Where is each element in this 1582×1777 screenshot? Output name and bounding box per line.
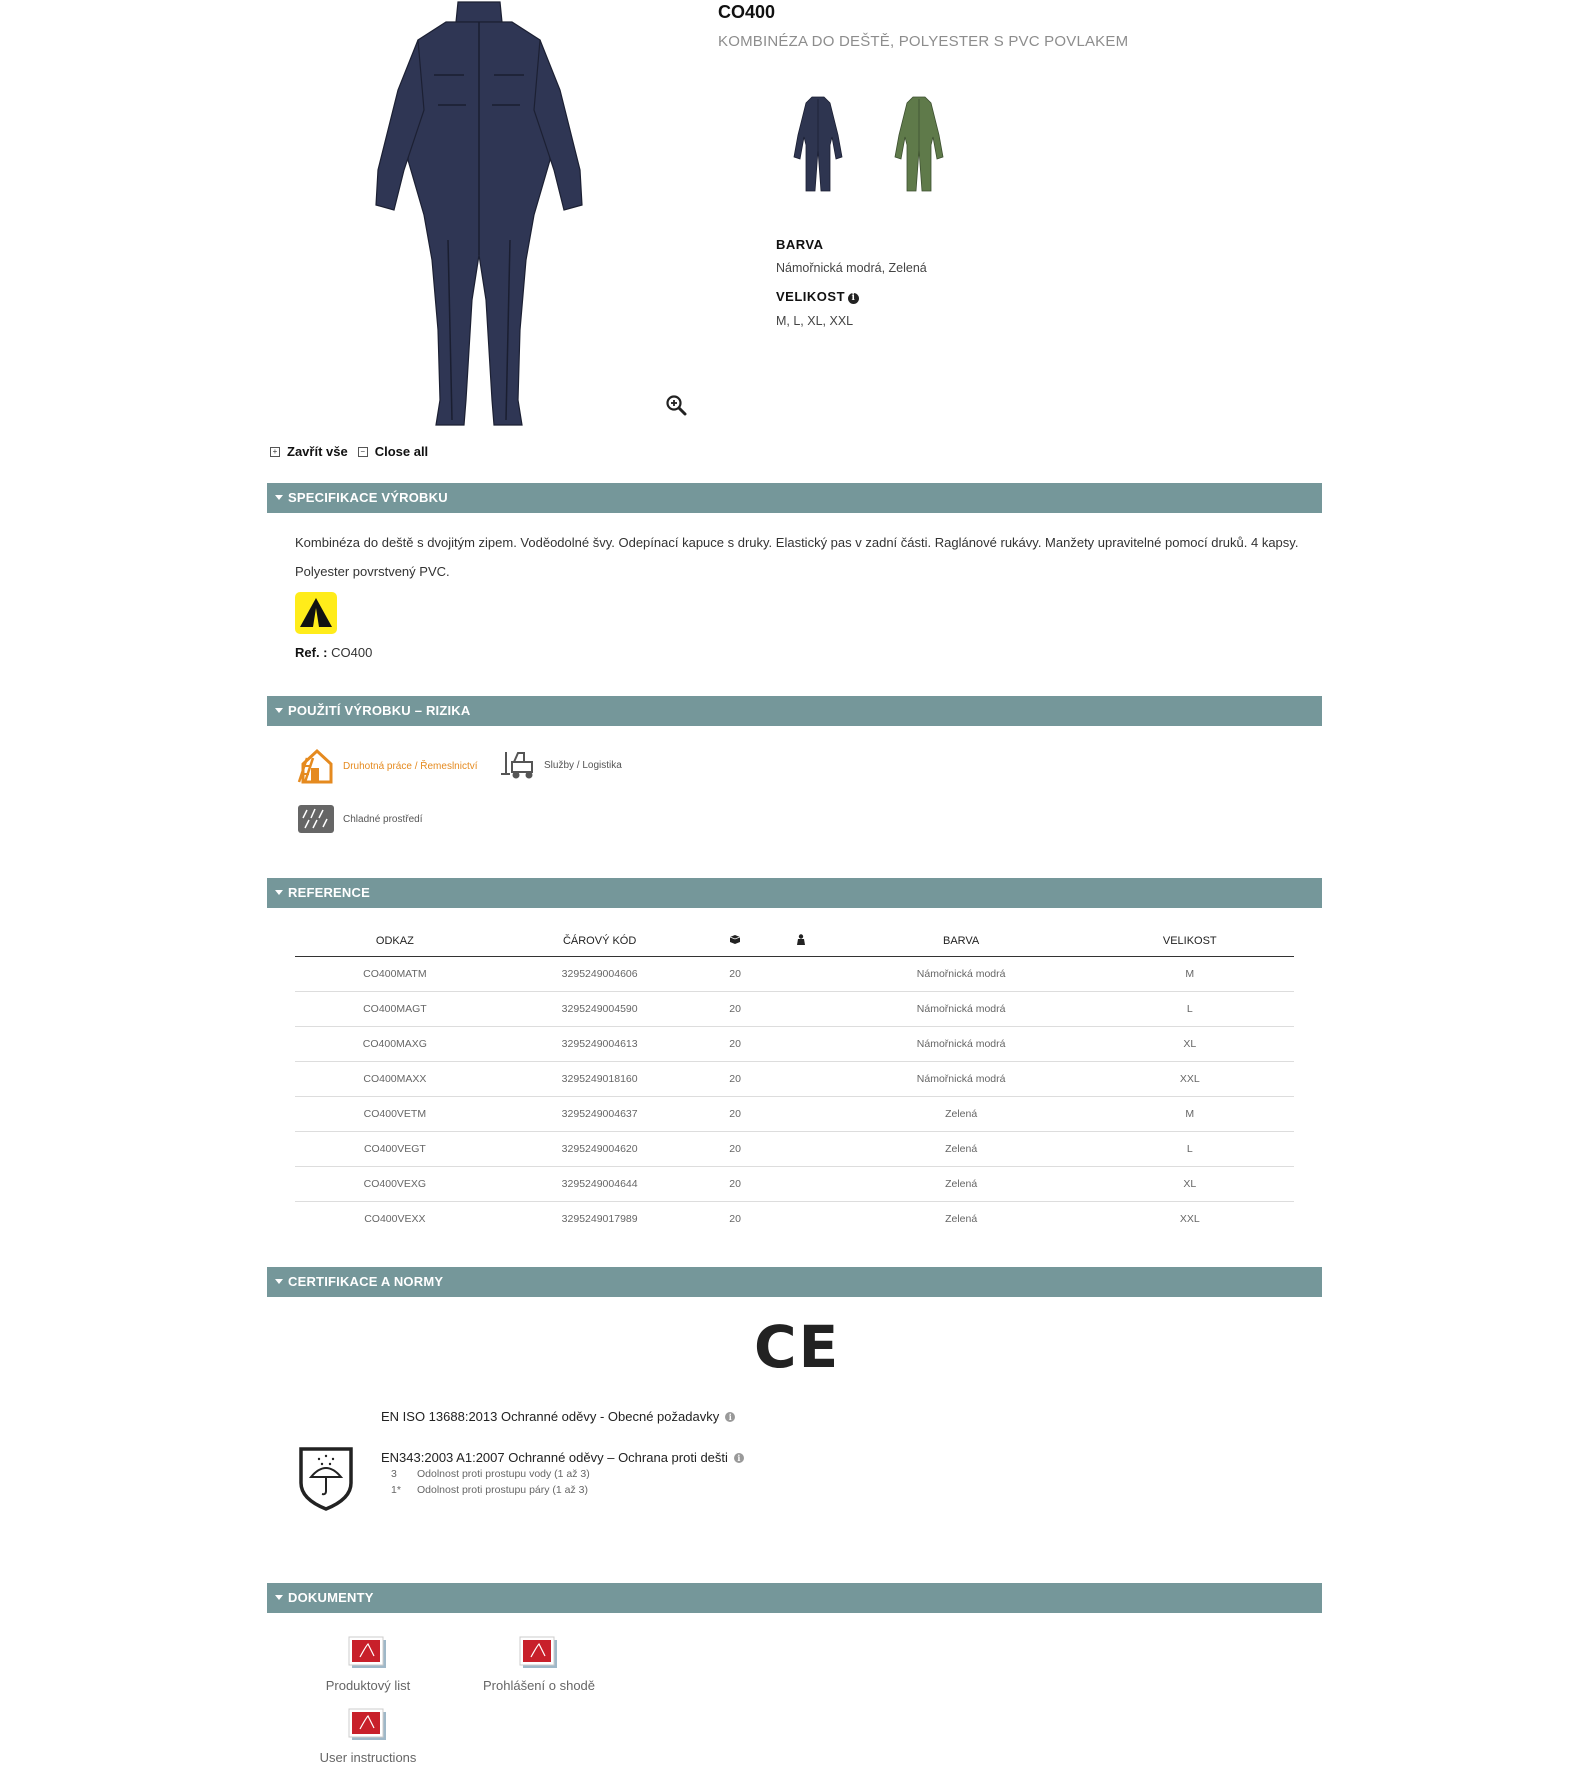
table-row	[295, 1027, 1294, 1062]
table-cell: 3295249018160	[495, 1062, 705, 1097]
caret-down-icon	[275, 708, 283, 713]
forklift-icon	[500, 750, 538, 780]
product-subtitle: KOMBINÉZA DO DEŠTĚ, POLYESTER S PVC POVLAKEM	[718, 33, 1129, 50]
table-cell: 3295249004637	[495, 1097, 705, 1132]
caret-down-icon	[275, 1279, 283, 1284]
table-cell	[766, 1167, 837, 1202]
spec-description-line: Polyester povrstvený PVC.	[295, 564, 450, 579]
table-row	[295, 1167, 1294, 1202]
doc-label: Produktový list	[325, 1678, 411, 1693]
table-cell: XXL	[1179, 1213, 1200, 1225]
usage-label: Druhotná práce / Řemeslnictví	[343, 760, 478, 772]
table-cell: Zelená	[837, 1167, 1086, 1202]
table-row	[295, 992, 1294, 1027]
section-title: POUŽITÍ VÝROBKU – RIZIKA	[288, 703, 471, 718]
perf-row	[391, 1484, 588, 1496]
table-cell: CO400MAGT	[295, 992, 495, 1027]
table-cell: 3295249004644	[495, 1167, 705, 1202]
product-main-image[interactable]	[368, 0, 590, 430]
norm-title: EN ISO 13688:2013 Ochranné oděvy - Obecné požadavky	[381, 1409, 720, 1424]
person-icon	[796, 934, 806, 945]
usage-label: Služby / Logistika	[544, 759, 622, 771]
table-cell	[766, 1062, 837, 1097]
reference-table	[295, 925, 1294, 1236]
ce-mark-icon: CE	[754, 1313, 841, 1381]
cold-environment-icon	[297, 804, 335, 834]
pdf-icon	[348, 1708, 388, 1742]
size-value: M, L, XL, XXL	[776, 314, 854, 328]
table-cell: Zelená	[837, 1097, 1086, 1132]
table-cell: Námořnická modrá	[837, 1062, 1086, 1097]
section-title: CERTIFIKACE A NORMY	[288, 1274, 444, 1289]
table-cell: 20	[705, 1167, 766, 1202]
perf-row	[391, 1468, 590, 1480]
section-title: DOKUMENTY	[288, 1590, 374, 1605]
section-header-reference[interactable]	[267, 878, 1322, 908]
table-cell: CO400MAXG	[295, 1027, 495, 1062]
table-cell: Námořnická modrá	[837, 992, 1086, 1027]
spec-description	[295, 528, 1305, 586]
perf-value: 3	[391, 1468, 397, 1480]
table-cell: XL	[1086, 1167, 1294, 1202]
perf-label: Odolnost proti prostupu páry (1 až 3)	[417, 1484, 589, 1496]
color-label: BARVA	[776, 237, 824, 252]
table-header-row	[295, 925, 1294, 957]
color-value: Námořnická modrá, Zelená	[776, 261, 927, 275]
table-cell: 20	[705, 1097, 766, 1132]
table-cell: 20	[705, 1062, 766, 1097]
doc-user-instructions[interactable]	[298, 1708, 438, 1765]
close-all-link[interactable]	[358, 444, 428, 459]
table-cell	[766, 957, 837, 992]
usage-item-logistics[interactable]	[500, 750, 622, 780]
size-info-icon[interactable]: i	[848, 293, 859, 304]
table-cell	[766, 1027, 837, 1062]
table-cell: CO400VEXG	[295, 1167, 495, 1202]
table-cell: 3295249004606	[495, 957, 705, 992]
ref-line	[295, 645, 372, 660]
section-header-docs[interactable]	[267, 1583, 1322, 1613]
table-cell: 3295249017989	[561, 1213, 638, 1225]
table-cell: 20	[705, 957, 766, 992]
norm-title: EN343:2003 A1:2007 Ochranné oděvy – Ochrana proti dešti	[381, 1450, 728, 1465]
col-header-barcode: ČÁROVÝ KÓD	[495, 925, 705, 957]
col-header-unit	[766, 925, 837, 957]
table-cell: CO400VEXX	[364, 1213, 426, 1225]
expand-all-link[interactable]	[270, 444, 348, 459]
table-cell: XXL	[1086, 1062, 1294, 1097]
table-row	[295, 1202, 1294, 1237]
perf-value: 1*	[391, 1484, 401, 1496]
table-cell	[766, 992, 837, 1027]
table-cell: CO400MATM	[295, 957, 495, 992]
doc-label: User instructions	[319, 1750, 417, 1765]
thumbnail-green[interactable]	[891, 95, 947, 195]
size-label: VELIKOST	[776, 289, 846, 304]
section-header-certif[interactable]	[267, 1267, 1322, 1297]
table-row	[295, 1062, 1294, 1097]
table-cell: 20	[729, 1213, 741, 1225]
table-row	[295, 957, 1294, 992]
table-cell	[766, 1202, 837, 1237]
table-cell: Zelená	[945, 1213, 978, 1225]
section-header-spec[interactable]	[267, 483, 1322, 513]
table-cell: CO400MAXX	[295, 1062, 495, 1097]
size-label-row	[776, 289, 859, 304]
perf-label: Odolnost proti prostupu vody (1 až 3)	[417, 1468, 590, 1480]
table-cell: L	[1086, 1132, 1294, 1167]
doc-label: Prohlášení o shodě	[482, 1678, 596, 1693]
usage-label: Chladné prostředí	[343, 813, 423, 825]
pdf-icon	[519, 1636, 559, 1670]
table-cell: CO400VEGT	[295, 1132, 495, 1167]
expand-all-label: Zavřít vše	[287, 444, 348, 459]
table-cell: M	[1086, 957, 1294, 992]
table-row	[295, 1097, 1294, 1132]
table-cell: 20	[705, 992, 766, 1027]
col-header-odkaz: ODKAZ	[295, 925, 495, 957]
norm-iso13688	[381, 1409, 735, 1424]
col-header-box	[705, 925, 766, 957]
table-cell: Zelená	[837, 1132, 1086, 1167]
section-title: REFERENCE	[288, 885, 370, 900]
table-cell	[766, 1132, 837, 1167]
norm-en343	[381, 1450, 744, 1465]
table-cell: 3295249004590	[495, 992, 705, 1027]
doc-product-sheet[interactable]	[298, 1636, 438, 1693]
pdf-icon	[348, 1636, 388, 1670]
norm-info-icon[interactable]: i	[734, 1453, 744, 1463]
col-header-barva: BARVA	[837, 925, 1086, 957]
box-icon	[729, 934, 741, 944]
table-cell: 3295249004613	[495, 1027, 705, 1062]
table-row	[295, 1132, 1294, 1167]
zoom-icon[interactable]	[665, 394, 687, 416]
section-title: SPECIFIKACE VÝROBKU	[288, 490, 448, 505]
table-cell: L	[1086, 992, 1294, 1027]
product-title: CO400	[718, 2, 776, 22]
table-cell: Námořnická modrá	[837, 1027, 1086, 1062]
minus-square-icon: −	[358, 447, 368, 457]
usage-item-cold[interactable]	[297, 804, 423, 834]
house-ladder-icon	[297, 748, 337, 784]
table-cell: 3295249004620	[495, 1132, 705, 1167]
table-cell	[766, 1097, 837, 1132]
plus-square-icon: +	[270, 447, 280, 457]
section-header-usage[interactable]	[267, 696, 1322, 726]
thumbnail-navy[interactable]	[790, 95, 846, 195]
delta-plus-logo-icon	[295, 592, 337, 634]
table-cell: M	[1086, 1097, 1294, 1132]
norm-info-icon[interactable]: i	[725, 1412, 735, 1422]
spec-description-line: Kombinéza do deště s dvojitým zipem. Voděodolné švy. Odepínací kapuce s druky. Elastický pas v zadní části. Raglánové rukávy. Manžety upravitelné pomocí druků. 4 kapsy.	[295, 535, 1299, 550]
table-cell: 20	[705, 1132, 766, 1167]
caret-down-icon	[275, 890, 283, 895]
caret-down-icon	[275, 495, 283, 500]
ref-value: CO400	[331, 645, 373, 660]
ref-label: Ref. :	[295, 645, 328, 660]
table-cell: CO400VETM	[295, 1097, 495, 1132]
table-cell: Námořnická modrá	[837, 957, 1086, 992]
usage-item-craft[interactable]	[297, 748, 478, 784]
expand-controls	[270, 444, 438, 459]
rain-protection-shield-icon	[297, 1445, 355, 1511]
close-all-label: Close all	[374, 444, 429, 459]
doc-declaration[interactable]	[469, 1636, 609, 1693]
caret-down-icon	[275, 1595, 283, 1600]
table-cell: 20	[705, 1027, 766, 1062]
table-cell: XL	[1086, 1027, 1294, 1062]
col-header-velikost: VELIKOST	[1086, 925, 1294, 957]
